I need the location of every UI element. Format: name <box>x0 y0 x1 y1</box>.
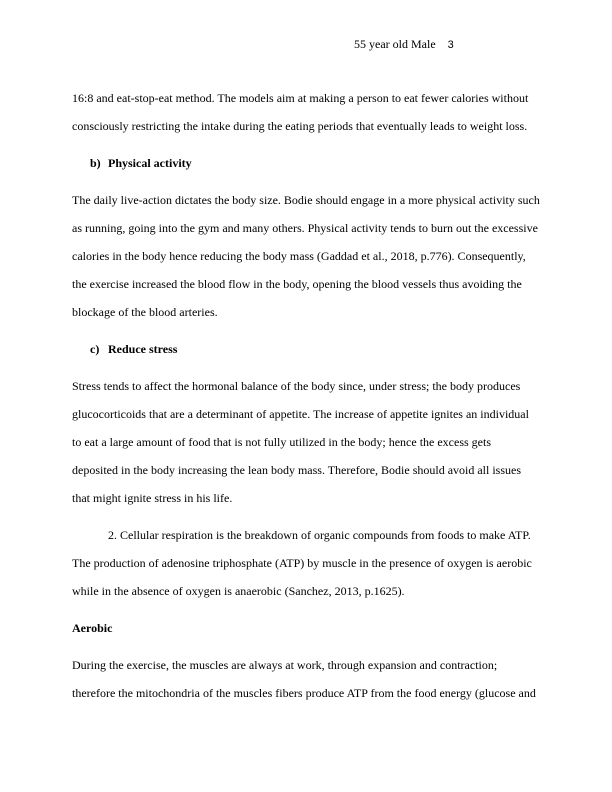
section-title: Reduce stress <box>108 342 178 356</box>
body-line: During the exercise, the muscles are always at work, through expansion and contraction; <box>72 658 498 672</box>
body-line: deposited in the body increasing the lean body mass. Therefore, Bodie should avoid all issues <box>72 463 522 477</box>
header-title: 55 year old Male <box>354 37 436 51</box>
body-line: The production of adenosine triphosphate (ATP) by muscle in the presence of oxygen is aerobic <box>72 556 532 570</box>
running-header <box>354 36 454 53</box>
body-line: calories in the body hence reducing the body mass (Gaddad et al., 2018, p.776). Consequently, <box>72 249 526 263</box>
body-line: as running, going into the gym and many others. Physical activity tends to burn out the excessive <box>72 221 538 235</box>
body-line: therefore the mitochondria of the muscles fibers produce ATP from the food energy (glucose and <box>72 686 536 700</box>
section-heading-reduce-stress <box>72 335 546 363</box>
section-heading-aerobic: Aerobic <box>72 621 113 635</box>
body-line: while in the absence of oxygen is anaerobic (Sanchez, 2013, p.1625). <box>72 584 405 598</box>
body-line: The daily live-action dictates the body size. Bodie should engage in a more physical activity such <box>72 193 540 207</box>
body-line: blockage of the blood arteries. <box>72 305 218 319</box>
section-label: c) <box>90 342 100 356</box>
body-line: that might ignite stress in his life. <box>72 491 233 505</box>
body-line: to eat a large amount of food that is not fully utilized in the body; hence the excess gets <box>72 435 491 449</box>
section-title: Physical activity <box>108 156 192 170</box>
section-label: b) <box>90 156 101 170</box>
body-line: 16:8 and eat-stop-eat method. The models aim at making a person to eat fewer calories without <box>72 91 529 105</box>
body-line: glucocorticoids that are a determinant of appetite. The increase of appetite ignites an individual <box>72 407 529 421</box>
section-heading-physical-activity <box>72 149 546 177</box>
page-number: 3 <box>447 39 454 51</box>
body-line: Stress tends to affect the hormonal balance of the body since, under stress; the body produces <box>72 379 521 393</box>
document-body <box>72 84 546 707</box>
body-line: 2. Cellular respiration is the breakdown of organic compounds from foods to make ATP. <box>108 528 531 542</box>
body-line: consciously restricting the intake during the eating periods that eventually leads to weight loss. <box>72 119 528 133</box>
body-line: the exercise increased the blood flow in the body, opening the blood vessels thus avoiding the <box>72 277 522 291</box>
